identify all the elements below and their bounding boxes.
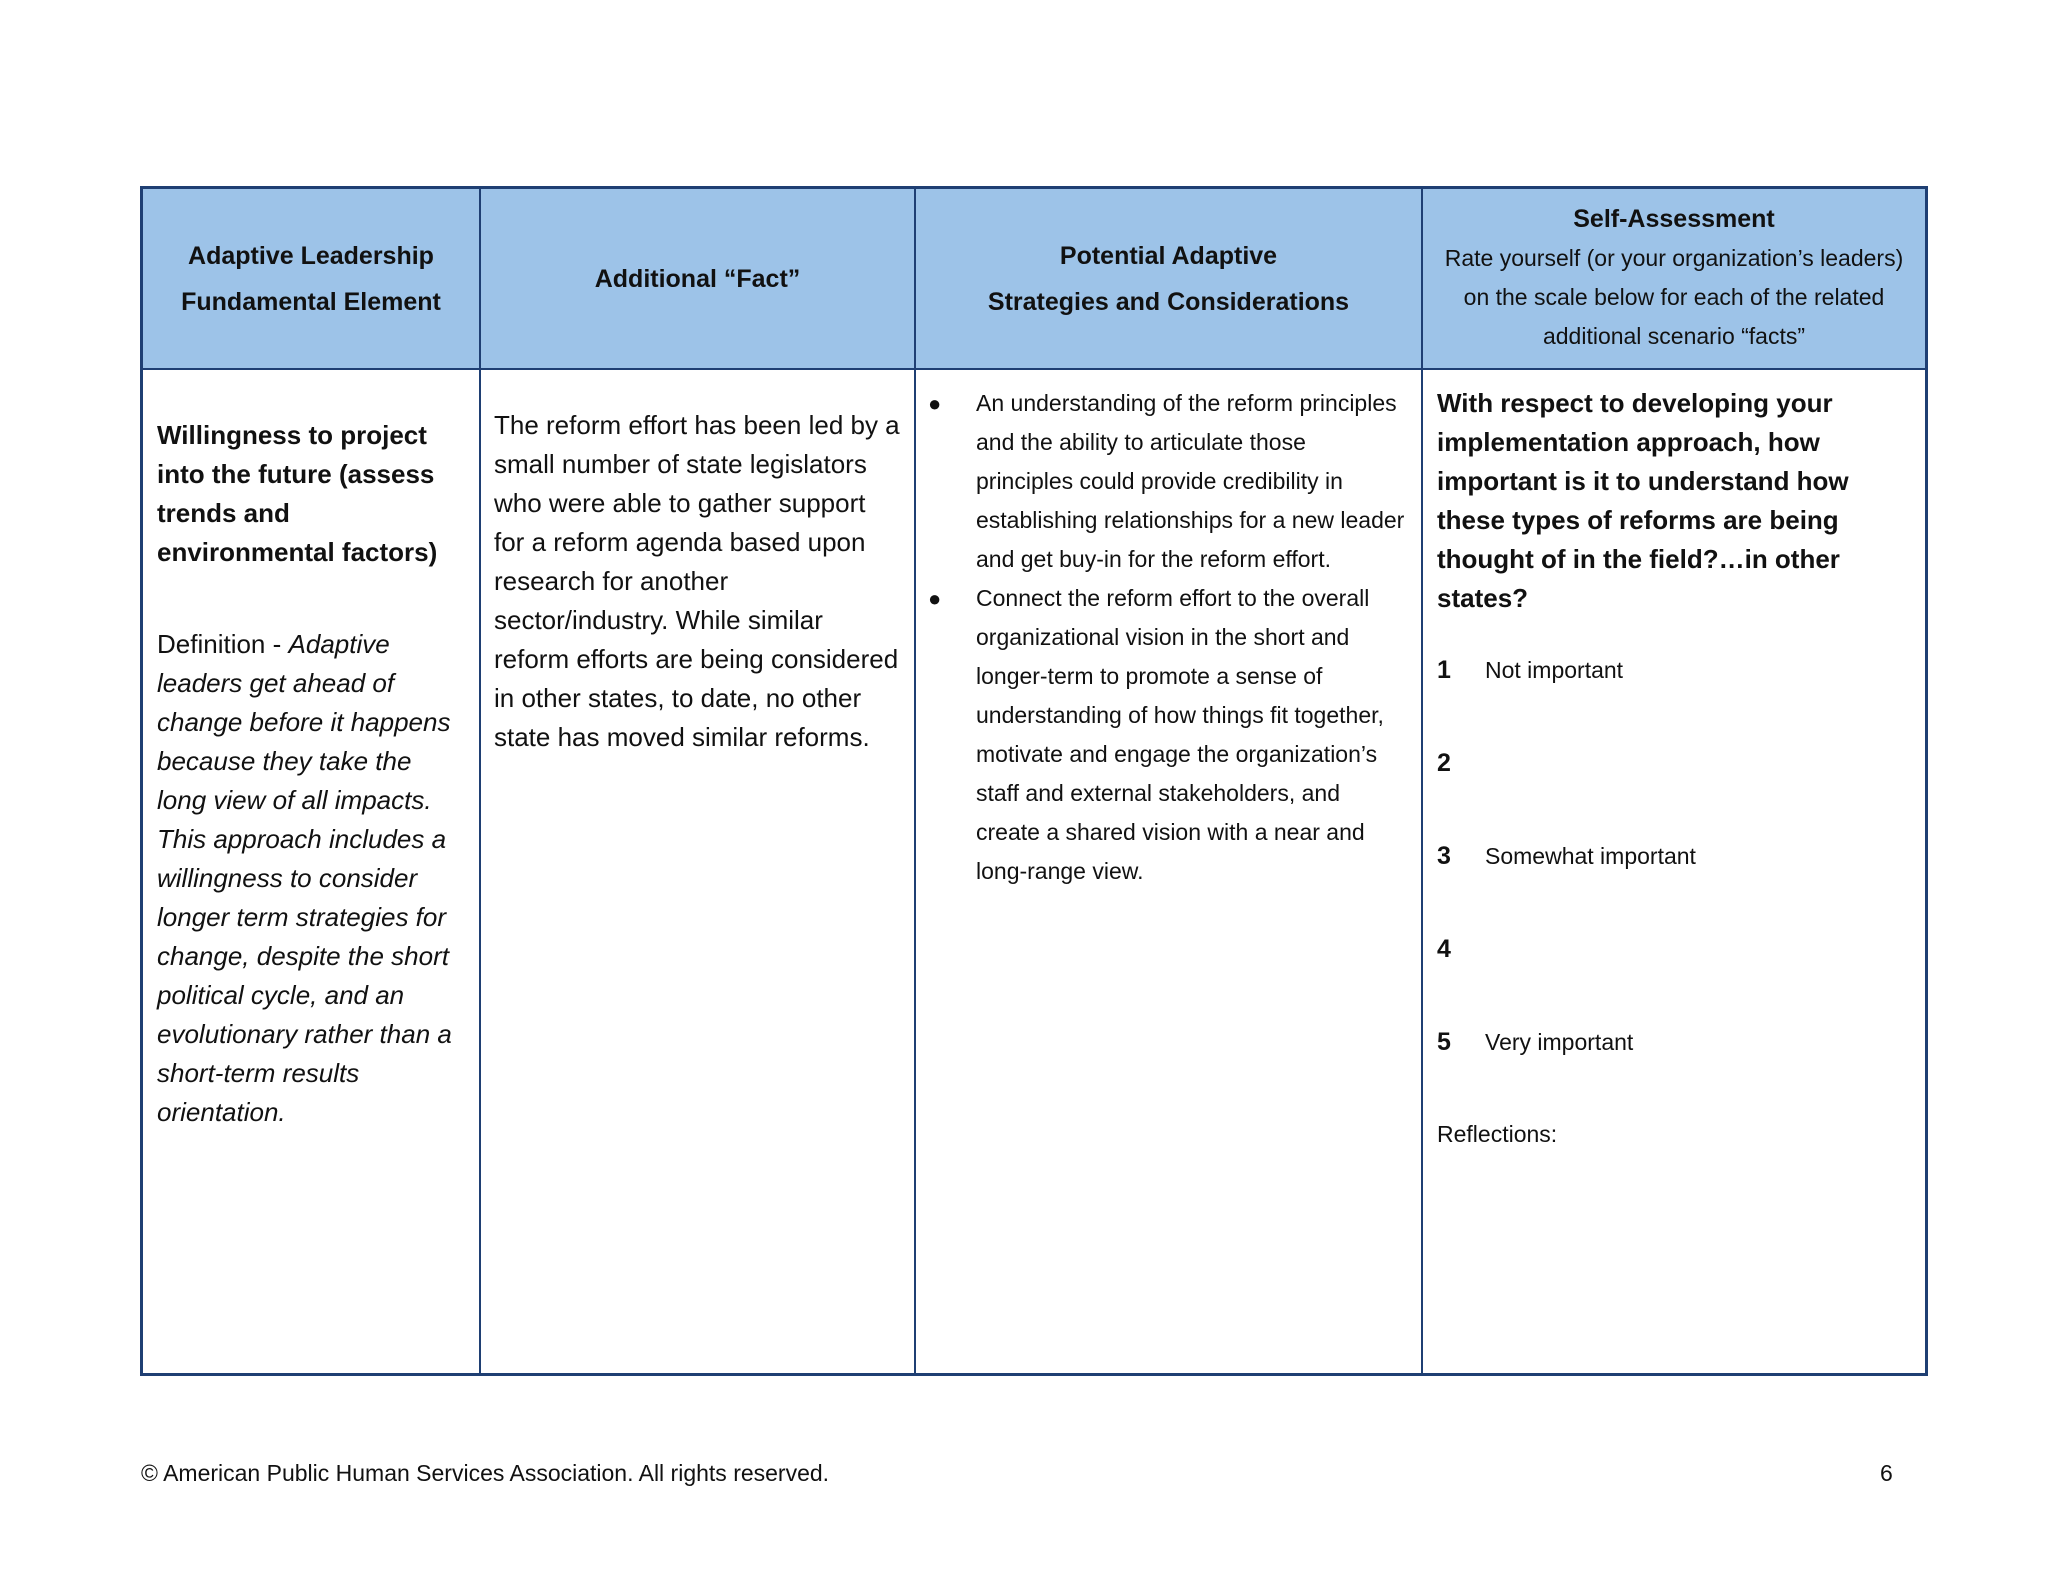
definition-text: Adaptive leaders get ahead of change before it happens because they take the long view of all impacts. This approach includes a willingness to consider longer term strategies for change, despite the short political cycle, and an evolutionary rather than a short-term results orientation.	[157, 629, 452, 1127]
rating-number: 3	[1437, 842, 1451, 870]
list-item	[916, 579, 1409, 891]
rating-option-4[interactable]	[1437, 935, 1911, 1028]
header-strategies-line2: Strategies and Considerations	[987, 287, 1350, 316]
header-fundamental-element-line2: Fundamental Element	[181, 287, 441, 316]
bullet-icon: ●	[928, 391, 942, 416]
reflections-label: Reflections:	[1437, 1121, 1558, 1147]
strategy-text: Connect the reform effort to the overall organizational vision in the short and longer-term to promote a sense of understanding of how things fit together, motivate and engage the organization’s staff and external stakeholders, and create a shared vision with a near and long-range view.	[976, 585, 1384, 884]
page-number: 6	[1880, 1460, 1893, 1486]
header-additional-fact-text: Additional “Fact”	[594, 264, 801, 293]
header-fundamental-element-line1: Adaptive Leadership	[188, 241, 434, 270]
rating-option-5[interactable]	[1437, 1028, 1911, 1121]
element-definition	[157, 625, 467, 1132]
copyright-notice: © American Public Human Services Association. All rights reserved.	[141, 1460, 830, 1486]
element-cell	[143, 370, 481, 1373]
header-additional-fact	[481, 189, 916, 370]
rating-label: Not important	[1485, 657, 1624, 683]
strategy-text: An understanding of the reform principles and the ability to articulate those principles could provide credibility in establishing relationships for a new leader and get buy-in for the reform effort.	[976, 390, 1405, 572]
bullet-icon: ●	[928, 586, 942, 611]
header-strategies-line1: Potential Adaptive	[1059, 241, 1278, 270]
rating-option-1[interactable]	[1437, 656, 1911, 749]
header-self-assessment	[1423, 189, 1925, 370]
fact-cell	[481, 370, 916, 1373]
self-assessment-question: With respect to developing your implementation approach, how important is it to understand how these types of reforms are being thought of in the field?…in other states?	[1437, 388, 1849, 613]
element-name: Willingness to project into the future (assess trends and environmental factors)	[157, 420, 438, 567]
strategies-list	[916, 384, 1409, 891]
assessment-table	[140, 186, 1928, 1376]
header-self-assessment-subtitle: Rate yourself (or your organization’s leaders) on the scale below for each of the related additional scenario “facts”	[1444, 245, 1904, 349]
header-self-assessment-title: Self-Assessment	[1573, 205, 1775, 233]
rating-scale	[1437, 656, 1911, 1121]
header-fundamental-element	[143, 189, 481, 370]
rating-option-3[interactable]	[1437, 842, 1911, 935]
definition-label: Definition -	[157, 629, 282, 659]
rating-label: Somewhat important	[1485, 843, 1696, 869]
rating-label: Very important	[1485, 1029, 1634, 1055]
fact-text: The reform effort has been led by a small number of state legislators who were able to gather support for a reform agenda based upon research for another sector/industry. While similar reform efforts are being considered in other states, to date, no other state has moved similar reforms.	[494, 410, 900, 752]
rating-number: 2	[1437, 749, 1451, 777]
rating-option-2[interactable]	[1437, 749, 1911, 842]
strategies-cell	[916, 370, 1423, 1373]
rating-number: 4	[1437, 935, 1451, 963]
header-strategies	[916, 189, 1423, 370]
rating-number: 5	[1437, 1028, 1451, 1056]
list-item	[916, 384, 1409, 579]
rating-number: 1	[1437, 656, 1451, 684]
self-assessment-cell	[1423, 370, 1925, 1373]
